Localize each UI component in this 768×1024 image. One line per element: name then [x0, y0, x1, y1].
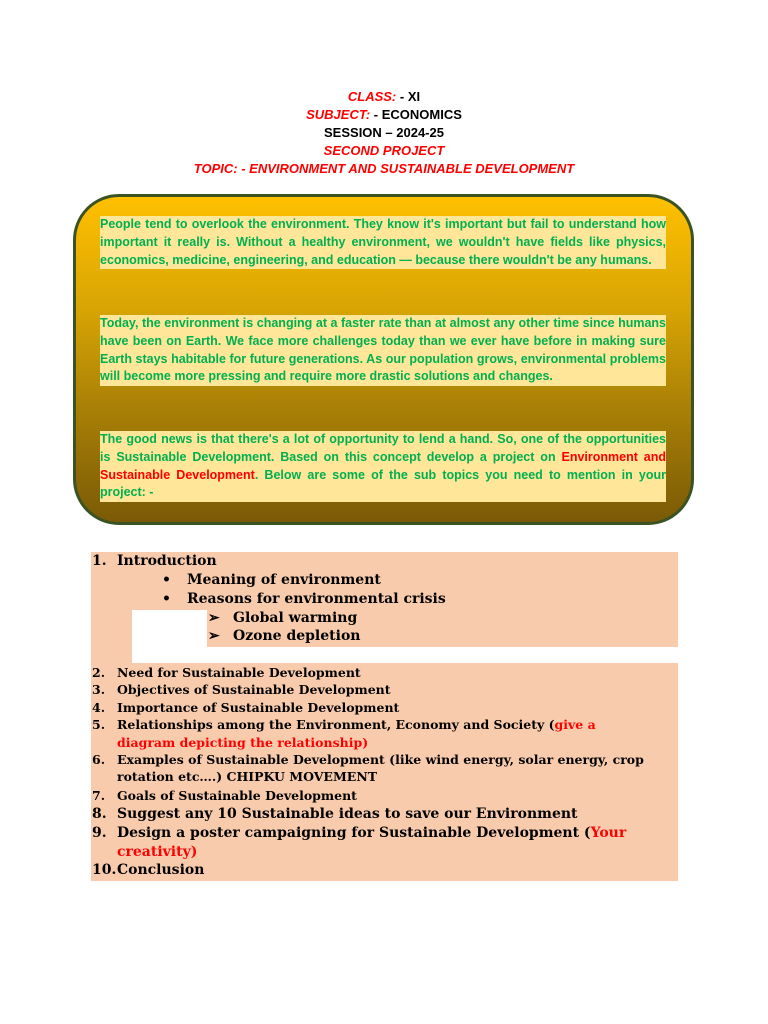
list-item-number: 8. — [92, 806, 107, 822]
relationships-note-cont: diagram depicting the relationship) — [117, 735, 369, 750]
list-background-gap — [132, 610, 207, 647]
bullet-icon: • — [162, 591, 171, 607]
intro-paragraph-2: Today, the environment is changing at a faster rate than at almost any other time since humans have been on Earth. We face more challenges today than we ever have before in making sure Earth stays habitable for future generations. As our population grows, environmental problems will become more pressing and require more drastic solutions and changes. — [100, 315, 666, 386]
examples-text-cont: rotation etc….) CHIPKU MOVEMENT — [117, 769, 378, 784]
list-background-blank — [91, 647, 678, 663]
class-line — [0, 88, 768, 106]
list-item-number: 2. — [92, 665, 106, 680]
arrow-icon: ➢ — [208, 628, 220, 644]
class-value: XI — [407, 89, 421, 104]
arrow-text: Global warming — [233, 610, 358, 626]
list-item-number: 7. — [92, 788, 106, 803]
list-item-number: 9. — [92, 825, 107, 841]
arrow-text: Ozone depletion — [233, 628, 361, 644]
subject-value: ECONOMICS — [381, 107, 462, 122]
bullet-text: Meaning of environment — [187, 572, 381, 588]
list-item-text — [117, 824, 626, 842]
list-item-number: 6. — [92, 752, 106, 767]
subject-sep: - — [370, 107, 382, 122]
relationships-text: Relationships among the Environment, Economy and Society ( — [117, 717, 555, 732]
subject-line — [0, 106, 768, 124]
list-item-text: Introduction — [117, 553, 217, 569]
list-item-text: Suggest any 10 Sustainable ideas to save our Environment — [117, 806, 578, 822]
list-item-number: 4. — [92, 700, 106, 715]
list-item-text: Examples of Sustainable Development (like wind energy, solar energy, crop — [117, 752, 644, 767]
poster-note: Your — [590, 825, 627, 841]
session-line: SESSION – 2024-25 — [324, 125, 444, 140]
list-item-text: Conclusion — [117, 862, 205, 878]
relationships-note: give a — [554, 717, 596, 732]
list-item-number: 5. — [92, 717, 106, 732]
list-item-text: Objectives of Sustainable Development — [117, 682, 391, 697]
bullet-text: Reasons for environmental crisis — [187, 591, 446, 607]
class-label: CLASS: — [347, 89, 397, 104]
list-item-text — [117, 716, 596, 734]
list-item-number: 10. — [92, 862, 117, 878]
list-background-strip — [91, 647, 132, 663]
bullet-icon: • — [162, 572, 171, 588]
list-item-text: Need for Sustainable Development — [117, 665, 361, 680]
poster-text: Design a poster campaigning for Sustainable Development ( — [117, 825, 591, 841]
arrow-icon: ➢ — [208, 610, 220, 626]
list-item-text: Goals of Sustainable Development — [117, 788, 357, 803]
topic-line: TOPIC: - ENVIRONMENT AND SUSTAINABLE DEVELOPMENT — [193, 161, 575, 176]
para3-end: . Below are some of the sub topics you need to mention in your project: - — [100, 467, 667, 500]
list-item-number: 3. — [92, 682, 106, 697]
class-sep: - — [396, 89, 408, 104]
document-header — [0, 88, 768, 178]
project-line: SECOND PROJECT — [323, 143, 445, 158]
para3-highlight: Environment and Sustainable Development — [100, 449, 667, 482]
intro-paragraph-1: People tend to overlook the environment. They know it's important but fail to understand how important it really is. Without a healthy environment, we wouldn't have fields like physics, economics, medicine, engineering, and education — because there wouldn't be any humans. — [100, 216, 666, 269]
list-item-number: 1. — [92, 553, 107, 569]
intro-paragraph-3 — [100, 431, 666, 502]
subject-label: SUBJECT: — [306, 107, 371, 122]
para3-start: The good news is that there's a lot of opportunity to lend a hand. So, one of the opportunities is Sustainable Development. Based on this concept develop a project on — [100, 432, 666, 464]
poster-note-cont: creativity) — [117, 844, 198, 860]
list-item-text: Importance of Sustainable Development — [117, 700, 400, 715]
